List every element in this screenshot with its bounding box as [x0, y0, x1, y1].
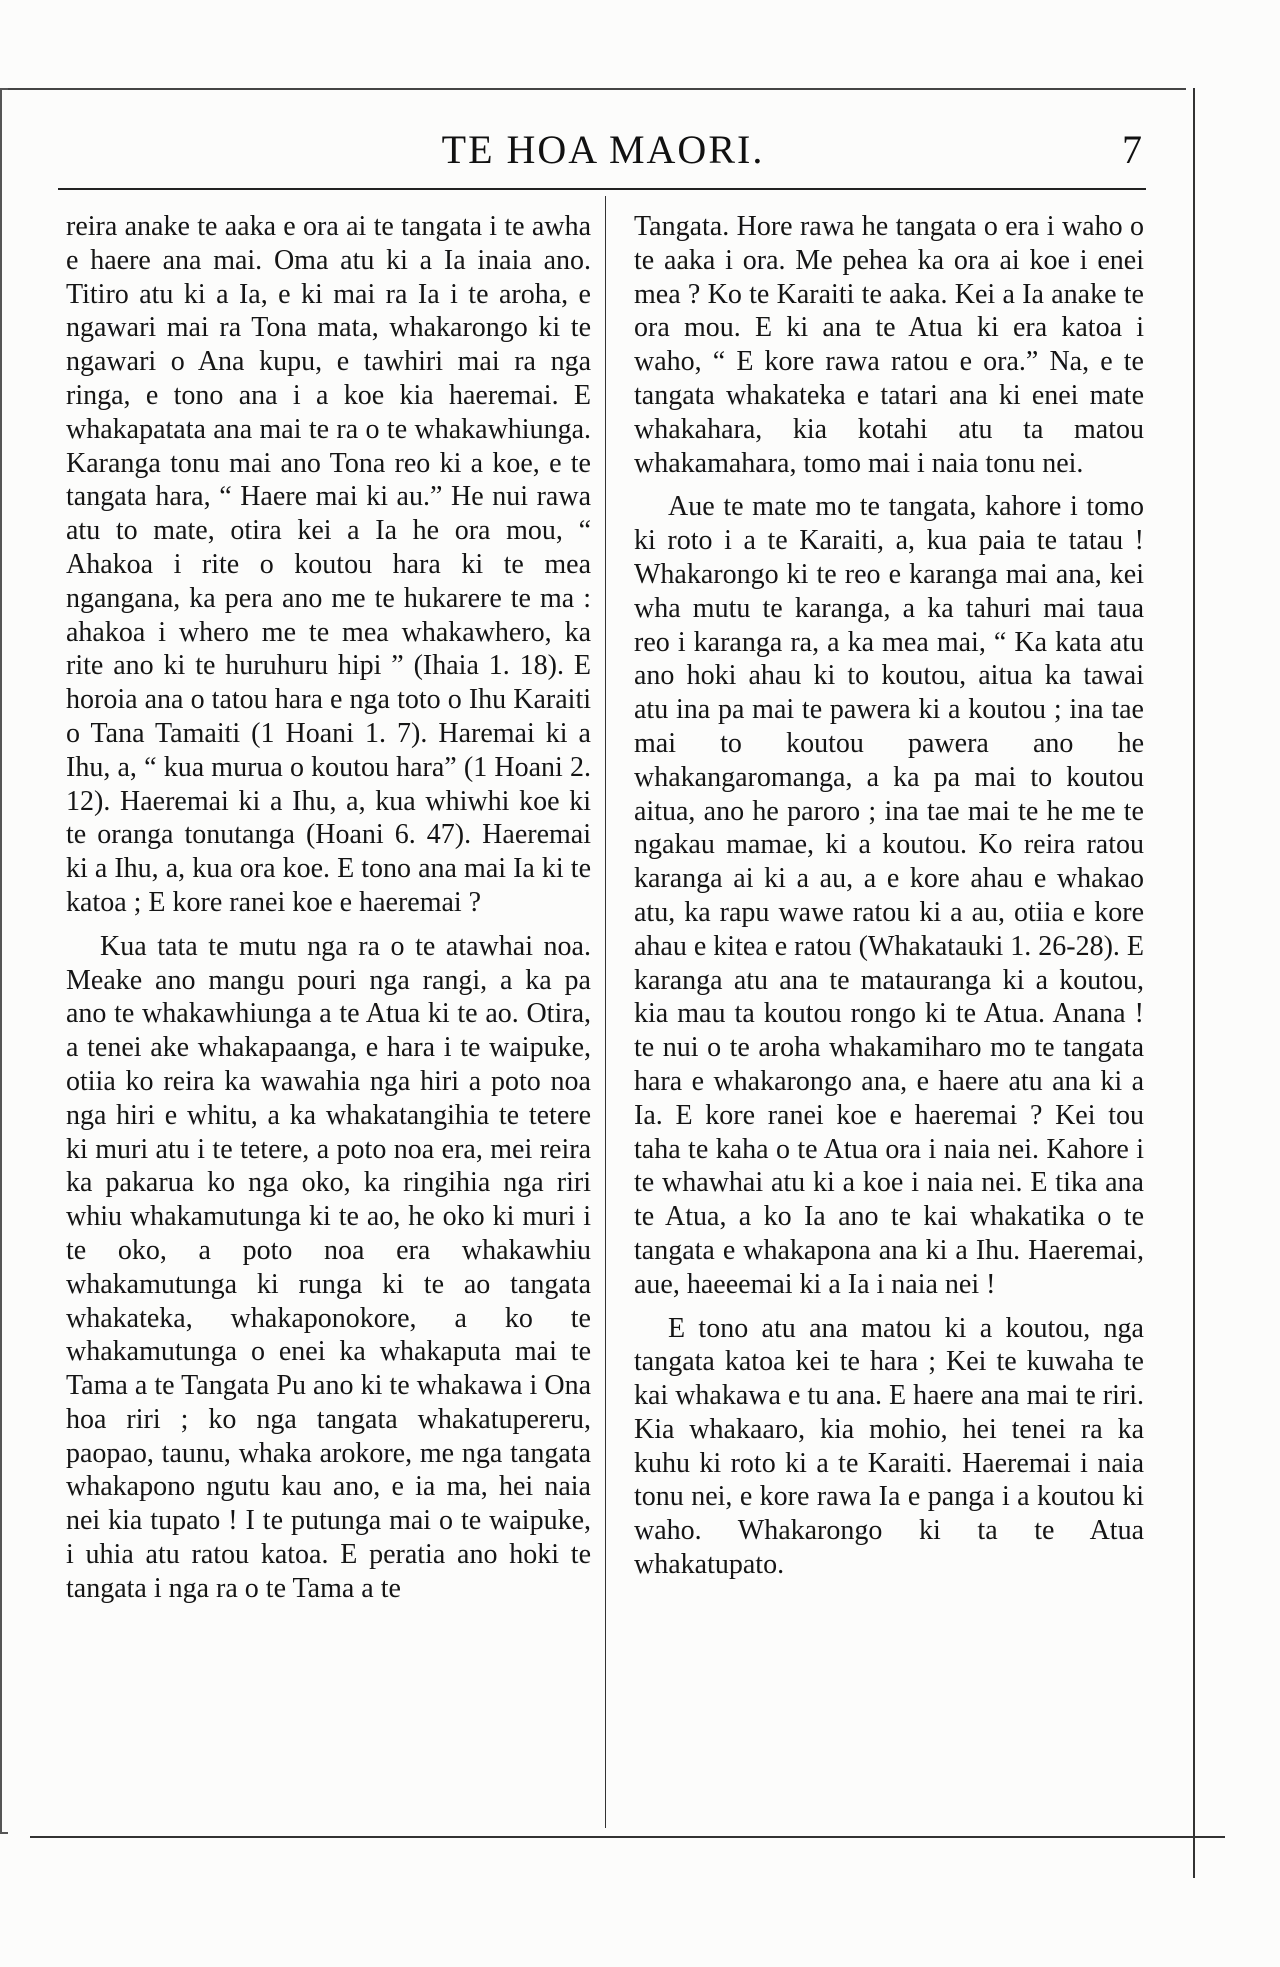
- paragraph: reira anake te aaka e ora ai te tangata i te awha e haere ana mai. Oma atu ki a Ia inaia ano. Titiro atu ki a Ia, e ki mai ra Ia i te aroha, e ngawari mai ra Tona mata, whakarongo ki te ngawari o Ana kupu, e tawhiri mai ra nga ringa, e tono ana i a koe kia haeremai. E whakapatata ana mai te ra o te whakawhiunga. Karanga tonu mai ano Tona reo ki a koe, e te tangata hara, “ Haere mai ki au.” He nui rawa atu to mate, otira kei a Ia he ora mou, “ Ahakoa i rite o koutou hara ki te mea ngangana, ka pera ano me te hukarere te ma : ahakoa i whero me te mea whakawhero, ka rite ano ki te huruhuru hipi ” (Ihaia 1. 18). E horoia ana o tatou hara e nga toto o Ihu Karaiti o Tana Tamaiti (1 Hoani 1. 7). Haremai ki a Ihu, a, “ kua murua o koutou hara” (1 Hoani 2. 12). Haeremai ki a Ihu, a, kua whiwhi koe ki te oranga tonutanga (Hoani 6. 47). Haeremai ki a Ihu, a, kua ora koe. E tono ana mai Ia ki te katoa ; E kore ranei koe e haeremai ?: [66, 211, 591, 918]
- paragraph: Aue te mate mo te tangata, kahore i tomo ki roto i a te Karaiti, a, kua paia te tatau ! Whakarongo ki te reo e karanga mai ana, kei wha mutu te karanga, a ka tahuri mai taua reo i karanga ra, a ka mea mai, “ Ka kata atu ano hoki ahau ki to koutou, aitua ka tawai atu ina pa mai te pawera ki a koutou ; ina tae mai to koutou pawera ano he whakangaromanga, a ka pa mai to koutou aitua, ano he paroro ; ina tae mai te he me te ngakau mamae, ki a koutou. Ko reira ratou karanga ai ki a au, a e kore ahau e whakao atu, ka rapu wawe ratou ki a au, otiia e kore ahau e kitea e ratou (Whakatauki 1. 26-28). E karanga atu ana te matauranga ki a koutou, kia mau ta koutou rongo ki te Atua. Anana ! te nui o te aroha whakamiharo mo te tangata hara e whakarongo ana, e haere atu ana ki a Ia. E kore ranei koe e haeremai ? Kei tou taha te kaha o te Atua ora i naia nei. Kahore i te whawhai atu ki a koe i naia nei. E tika ana te Atua, a ko Ia ano te kai whakatika o te tangata e whakapona ana ki a Ihu. Haeremai, aue, haeeemai ki a Ia i naia nei !: [634, 491, 1145, 1300]
- paragraph: Kua tata te mutu nga ra o te atawhai noa. Meake ano mangu pouri nga rangi, a ka pa ano te whakawhiunga a te Atua ki te ao. Otira, a tenei ake whakapaanga, e hara i te waipuke, otiia ko reira ka wawahia nga hiri a poto noa nga hiri e whitu, a ka whakatangihia te tetere ki muri atu i te tetere, a poto noa era, mei reira ka pakarua ko nga oko, ka ringihia nga riri whiu whakamutunga ki te ao, he oko ki muri i te oko, a poto noa era whakawhiu whakamutunga ki runga ki te ao tangata whakateka, whakaponokore, a ko te whakamutunga o enei ka whakaputa mai te Tama a te Tangata Pu ano ki te whakawa i Ona hoa riri ; ko nga tangata whakatupereru, paopao, taunu, whaka arokore, me nga tangata whakapono ngutu kau ano, e ia ma, hei naia nei kia tupato ! I te putunga mai o te waipuke, i uhia atu ratou katoa. E peratia ano hoki te tangata i nga ra o te Tama a te: [66, 930, 591, 1604]
- paragraph: Tangata. Hore rawa he tangata o era i waho o te aaka i ora. Me pehea ka ora ai koe i enei mea ? Ko te Karaiti te aaka. Kei a Ia anake te ora mou. E ki ana te Atua ki era katoa i waho, “ E kore rawa ratou e ora.” Na, e te tangata whakateka e tatari ana ki enei mate whakahara, kia kotahi atu ta matou whakamahara, tomo mai i naia tonu nei.: [634, 211, 1144, 479]
- running-title: TE HOA MAORI.: [441, 127, 765, 172]
- page-border-right: [1193, 88, 1195, 1878]
- page-border-left: [0, 88, 8, 1834]
- paragraph: E tono atu ana matou ki a koutou, nga tangata katoa kei te hara ; Kei te kuwaha te kai whakawa e tu ana. E haere ana mai te riri. Kia whakaaro, kia mohio, hei tenei ra ka kuhu ki roto ki a te Karaiti. Haeremai i naia tonu nei, e kore rawa Ia e panga i a koutou ki waho. Whakarongo ki ta te Atua whakatupato.: [634, 1312, 1144, 1581]
- left-column: [66, 210, 591, 1616]
- column-divider: [605, 196, 606, 1828]
- page-border-bottom: [30, 1836, 1225, 1838]
- right-column: [634, 210, 1144, 1592]
- page-number: 7: [1122, 127, 1142, 172]
- page-border-top: [8, 88, 1186, 90]
- header-rule: [58, 188, 1146, 190]
- page-header: [58, 126, 1148, 178]
